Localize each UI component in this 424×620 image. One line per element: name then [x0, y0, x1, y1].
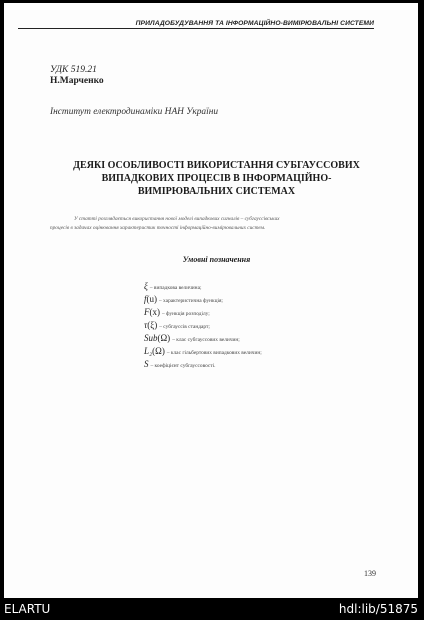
notation-description: – коефіцієнт субгауссовості.: [150, 363, 216, 369]
abstract-line: процесів в задачах оцінювання характеристик точності інформаційно-вимірювальних систем.: [50, 224, 266, 231]
title-line: ДЕЯКІ ОСОБЛИВОСТІ ВИКОРИСТАННЯ СУБГАУССОВИХ: [73, 160, 360, 171]
notation-description: – клас субгауссових величин;: [172, 337, 240, 343]
running-header: ПРИЛАДОБУДУВАННЯ ТА ІНФОРМАЦІЙНО-ВИМІРЮВАЛЬНІ СИСТЕМИ: [18, 20, 374, 29]
notation-symbol: f(u): [144, 294, 158, 304]
notation-symbol: Sub(Ω): [144, 333, 171, 343]
notation-symbol: L₂(Ω): [144, 346, 165, 356]
notation-item: [144, 359, 374, 372]
title-line: ВИМІРЮВАЛЬНИХ СИСТЕМАХ: [137, 186, 296, 197]
author-name: Н.Марченко: [50, 76, 104, 86]
notation-item: [144, 346, 374, 359]
notation-description: – функція розподілу;: [162, 311, 210, 317]
notation-symbol: τ(ξ): [144, 320, 158, 330]
notation-item: [144, 320, 374, 333]
footer-handle: hdl:lib/51875: [338, 602, 418, 616]
notation-description: – клас гільбертових випадкових величин;: [166, 350, 262, 356]
notation-heading: Умовні позначення: [182, 255, 251, 264]
notation-item: [144, 307, 374, 320]
notation-symbol: F(x): [144, 307, 160, 317]
document-page: [4, 3, 418, 598]
institution: Інститут електродинаміки НАН України: [50, 107, 219, 117]
notation-item: [144, 281, 374, 294]
article-title: [44, 159, 389, 198]
title-line: ВИПАДКОВИХ ПРОЦЕСІВ В ІНФОРМАЦІЙНО-: [101, 173, 332, 184]
udk-code: УДК 519.21: [50, 65, 97, 75]
footer-repository-label: ELARTU: [4, 602, 51, 616]
notation-symbol: S: [144, 359, 149, 369]
notation-item: [144, 294, 374, 307]
notation-description: – характеристична функція;: [159, 298, 223, 304]
notation-description: – субгауссів стандарт;: [159, 324, 210, 330]
notation-list: [144, 281, 374, 372]
notation-symbol: ξ: [144, 281, 148, 291]
abstract: [50, 215, 365, 232]
page-number: 139: [364, 569, 376, 578]
abstract-line: У статті розглядається використання нової моделі випадкових сигналів – субгауссівських: [74, 216, 280, 222]
notation-item: [144, 333, 374, 346]
notation-description: – випадкова величина;: [149, 285, 202, 291]
